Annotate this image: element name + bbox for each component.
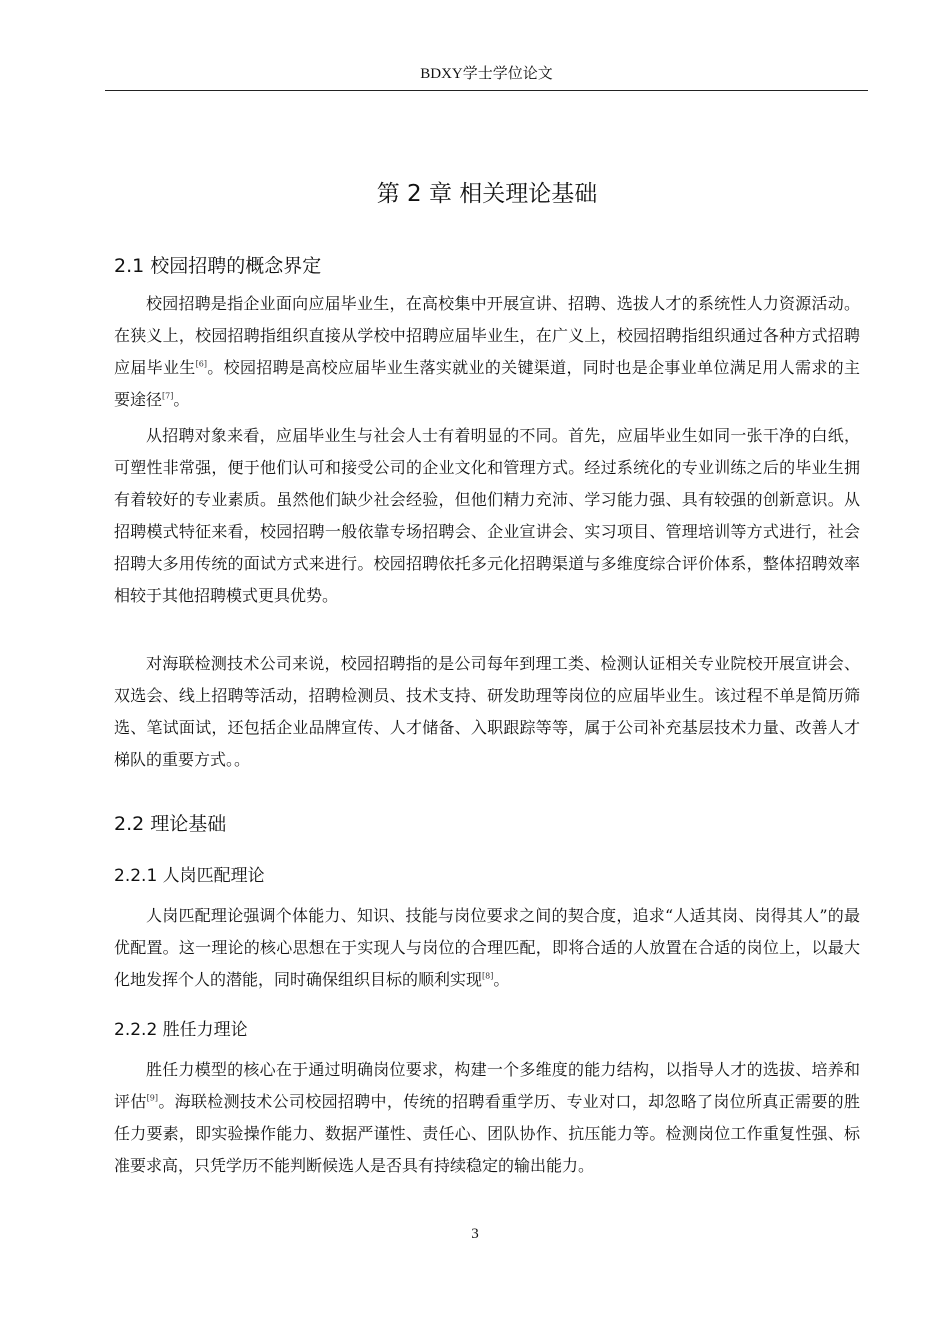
section-heading-2-1: 2.1 校园招聘的概念界定 [114,255,322,277]
page-number: 3 [471,1226,479,1242]
paragraph-text: 胜任力模型的核心在于通过明确岗位要求，构建一个多维度的能力结构，以指导人才的选拔、培养和评估 [114,1060,860,1111]
citation-8: [8] [482,971,494,981]
paragraph-person-job-fit [114,900,860,996]
subsection-heading-2-2-1: 2.2.1 人岗匹配理论 [114,866,265,886]
chapter-title: 第 2 章 相关理论基础 [376,181,598,207]
section-heading-2-2: 2.2 理论基础 [114,813,227,835]
paragraph-hailian-campus-recruitment: 对海联检测技术公司来说，校园招聘指的是公司每年到理工类、检测认证相关专业院校开展宣讲会、双选会、线上招聘等活动，招聘检测员、技术支持、研发助理等岗位的应届毕业生。该过程不单是简历筛选、笔试面试，还包括企业品牌宣传、人才储备、入职跟踪等等，属于公司补充基层技术力量、改善人才梯队的重要方式。。 [114,654,860,769]
paragraph-recruitment-targets: 从招聘对象来看，应届毕业生与社会人士有着明显的不同。首先，应届毕业生如同一张干净的白纸，可塑性非常强，便于他们认可和接受公司的企业文化和管理方式。经过系统化的专业训练之后的毕业生拥有着较好的专业素质。虽然他们缺少社会经验，但他们精力充沛、学习能力强、具有较强的创新意识。从招聘模式特征来看，校园招聘一般依靠专场招聘会、企业宣讲会、实习项目、管理培训等方式进行，社会招聘大多用传统的面试方式来进行。校园招聘依托多元化招聘渠道与多维度综合评价体系，整体招聘效率相较于其他招聘模式更具优势。 [114,426,860,605]
page-header [105,62,868,91]
paragraph-text: 人岗匹配理论强调个体能力、知识、技能与岗位要求之间的契合度，追求“人适其岗、岗得其人”的最优配置。这一理论的核心思想在于实现人与岗位的合理匹配，即将合适的人放置在合适的岗位上，以最大化地发挥个人的潜能，同时确保组织目标的顺利实现 [114,906,860,989]
paragraph-competency-theory [114,1054,860,1182]
citation-7: [7] [162,391,174,401]
paragraph-text: 。校园招聘是高校应届毕业生落实就业的关键渠道，同时也是企事业单位满足用人需求的主要途径 [114,358,860,409]
paragraph-text: 校园招聘是指企业面向应届毕业生，在高校集中开展宣讲、招聘、选拔人才的系统性人力资源活动。在狭义上，校园招聘指组织直接从学校中招聘应届毕业生，在广义上，校园招聘指组织通过各种方式招聘应届毕业生 [114,294,860,377]
subsection-heading-2-2-2: 2.2.2 胜任力理论 [114,1020,248,1040]
paragraph-campus-recruitment-definition [114,288,860,416]
citation-6: [6] [195,359,207,369]
paragraph-text: 。 [493,970,510,989]
header-title: BDXY学士学位论文 [420,66,553,82]
paragraph-text: 。海联检测技术公司校园招聘中，传统的招聘看重学历、专业对口，却忽略了岗位所真正需要的胜任力要素，即实验操作能力、数据严谨性、责任心、团队协作、抗压能力等。检测岗位工作重复性强、标准要求高，只凭学历不能判断候选人是否具有持续稳定的输出能力。 [114,1092,860,1175]
paragraph-text: 。 [173,390,190,409]
citation-9: [9] [146,1093,158,1103]
